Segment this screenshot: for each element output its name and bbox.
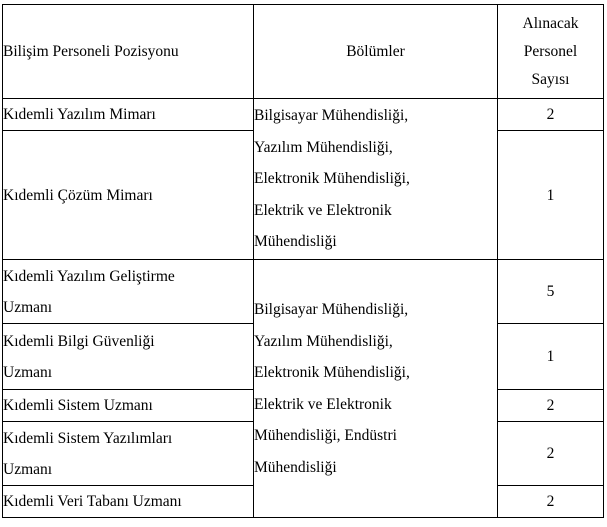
department-line: Elektrik ve Elektronik [254, 395, 392, 413]
header-count-line: Personel [523, 42, 578, 60]
position-cell [3, 99, 254, 131]
department-line: Elektrik ve Elektronik [254, 201, 392, 219]
table-row [3, 99, 604, 131]
department-line: Bilgisayar Mühendisliği, [254, 107, 409, 125]
position-cell [3, 324, 254, 390]
department-line: Mühendisliği [254, 458, 337, 476]
position-line: Kıdemli Çözüm Mimarı [3, 186, 153, 204]
position-line: Kıdemli Veri Tabanı Uzmanı [3, 493, 182, 510]
count-cell: 1 [498, 131, 604, 260]
department-line: Elektronik Mühendisliği, [254, 170, 410, 188]
department-line: Mühendisliği, Endüstri [254, 427, 397, 444]
position-line: Kıdemli Sistem Uzmanı [3, 397, 153, 414]
position-cell [3, 486, 254, 518]
count-cell: 5 [498, 260, 604, 324]
table-row [3, 260, 604, 324]
department-line: Yazılım Mühendisliği, [254, 138, 393, 156]
count-cell: 2 [498, 486, 604, 518]
position-cell [3, 260, 254, 324]
count-cell: 1 [498, 324, 604, 390]
departments-cell [254, 260, 498, 518]
header-count-line: Alınacak [522, 14, 579, 32]
position-cell [3, 131, 254, 260]
position-line: Uzmanı [3, 460, 53, 478]
position-cell [3, 390, 254, 422]
position-cell [3, 422, 254, 486]
table-header-row [3, 5, 604, 99]
position-line: Kıdemli Yazılım Geliştirme [3, 267, 175, 285]
departments-cell [254, 99, 498, 260]
department-line: Elektronik Mühendisliği, [254, 364, 410, 381]
position-line: Uzmanı [3, 298, 53, 316]
count-cell: 2 [498, 422, 604, 486]
header-count [498, 5, 604, 99]
position-line: Kıdemli Sistem Yazılımları [3, 429, 173, 447]
count-cell: 2 [498, 390, 604, 422]
position-line: Uzmanı [3, 363, 53, 381]
header-count-line: Sayısı [531, 70, 570, 88]
position-line: Kıdemli Bilgi Güvenliği [3, 332, 155, 350]
it-personnel-table [2, 4, 604, 518]
position-line: Kıdemli Yazılım Mimarı [3, 106, 156, 123]
header-position: Bilişim Personeli Pozisyonu [3, 5, 254, 99]
count-cell: 2 [498, 99, 604, 131]
header-departments: Bölümler [254, 5, 498, 99]
department-line: Mühendisliği [254, 233, 337, 251]
department-line: Yazılım Mühendisliği, [254, 332, 393, 350]
department-line: Bilgisayar Mühendisliği, [254, 301, 409, 318]
